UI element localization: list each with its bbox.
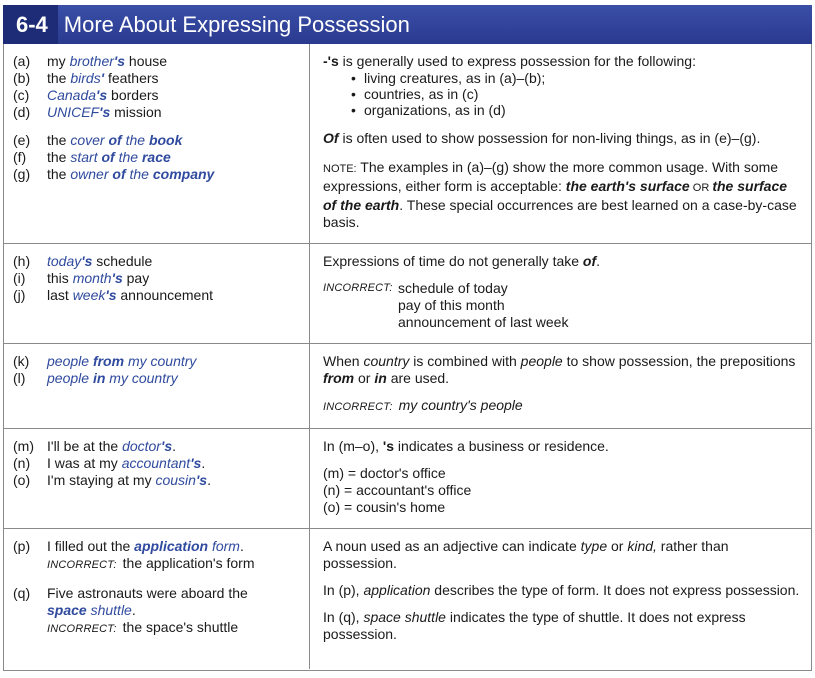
explanation-text: When country is combined with people to show possession, the prepositions from or in are used. bbox=[323, 353, 796, 386]
explanation-item: (m) = doctor's office bbox=[323, 465, 446, 481]
incorrect-block: INCORRECT: schedule of today bbox=[323, 280, 508, 296]
bullet-item: • countries, as in (c) bbox=[351, 86, 479, 102]
explanation-text: In (q), space shuttle indicates the type of shuttle. It does not express possession. bbox=[323, 609, 746, 642]
incorrect-item: INCORRECT: the space's shuttle bbox=[47, 619, 239, 635]
explanation-column bbox=[311, 44, 811, 243]
explanation-column bbox=[311, 429, 811, 528]
grammar-table bbox=[3, 44, 812, 671]
table-row bbox=[4, 344, 811, 429]
examples-column bbox=[4, 244, 310, 343]
example-item: (m) I'll be at the doctor's. bbox=[13, 438, 176, 454]
incorrect-block: INCORRECT: my country's people bbox=[323, 397, 523, 413]
explanation-text: In (p), application describes the type of form. It does not express possession. bbox=[323, 582, 800, 598]
example-item: (a) my brother's house bbox=[13, 53, 168, 69]
example-item: (f) the start of the race bbox=[13, 149, 171, 165]
example-item: (o) I'm staying at my cousin's. bbox=[13, 472, 211, 488]
bullet-item: • living creatures, as in (a)–(b); bbox=[351, 70, 546, 86]
incorrect-item: announcement of last week bbox=[398, 314, 569, 330]
chart-number: 6-4 bbox=[3, 5, 58, 44]
table-row bbox=[4, 244, 811, 344]
incorrect-item: INCORRECT: the application's form bbox=[47, 555, 255, 571]
example-item-continued: space shuttle. bbox=[47, 602, 136, 618]
explanation-text: Of is often used to show possession for non-living things, as in (e)–(g). bbox=[323, 130, 761, 146]
example-item: (b) the birds' feathers bbox=[13, 70, 159, 86]
explanation-column bbox=[311, 529, 811, 669]
explanation-text: Expressions of time do not generally take of. bbox=[323, 253, 601, 269]
explanation-text: In (m–o), 's indicates a business or residence. bbox=[323, 438, 609, 454]
explanation-text: A noun used as an adjective can indicate type or kind, rather than possession. bbox=[323, 538, 729, 571]
examples-column bbox=[4, 429, 310, 528]
example-item: (h) today's schedule bbox=[13, 253, 153, 269]
example-item: (k) people from my country bbox=[13, 353, 197, 369]
explanation-item: (n) = accountant's office bbox=[323, 482, 472, 498]
examples-column bbox=[4, 44, 310, 243]
explanation-column bbox=[311, 244, 811, 343]
explanation-text: -'s is generally used to express possession for the following: bbox=[323, 53, 696, 69]
examples-column bbox=[4, 344, 310, 428]
example-item: (p) I filled out the application form. bbox=[13, 538, 244, 554]
example-item: (j) last week's announcement bbox=[13, 287, 214, 303]
note-text: NOTE: The examples in (a)–(g) show the more common usage. With some expressions, either form is acceptable: the earth's surface OR the surface of the earth. These special occurrences are best learned on a case-by-case basis. bbox=[323, 159, 797, 230]
chart-title: More About Expressing Possession bbox=[63, 11, 410, 37]
example-item: (e) the cover of the book bbox=[13, 132, 183, 148]
example-item: (n) I was at my accountant's. bbox=[13, 455, 206, 471]
example-item: (c) Canada's borders bbox=[13, 87, 159, 103]
examples-column bbox=[4, 529, 310, 669]
explanation-item: (o) = cousin's home bbox=[323, 499, 446, 515]
example-item: (i) this month's pay bbox=[13, 270, 150, 286]
example-item: (l) people in my country bbox=[13, 370, 178, 386]
incorrect-item: pay of this month bbox=[398, 297, 505, 313]
example-item: (d) UNICEF's mission bbox=[13, 104, 162, 120]
bullet-item: • organizations, as in (d) bbox=[351, 102, 506, 118]
table-row bbox=[4, 429, 811, 529]
table-row bbox=[4, 529, 811, 669]
explanation-column bbox=[311, 344, 811, 428]
chart-header bbox=[3, 5, 812, 44]
table-row bbox=[4, 44, 811, 244]
example-item: (g) the owner of the company bbox=[13, 166, 215, 182]
example-item: (q) Five astronauts were aboard the bbox=[13, 585, 248, 601]
